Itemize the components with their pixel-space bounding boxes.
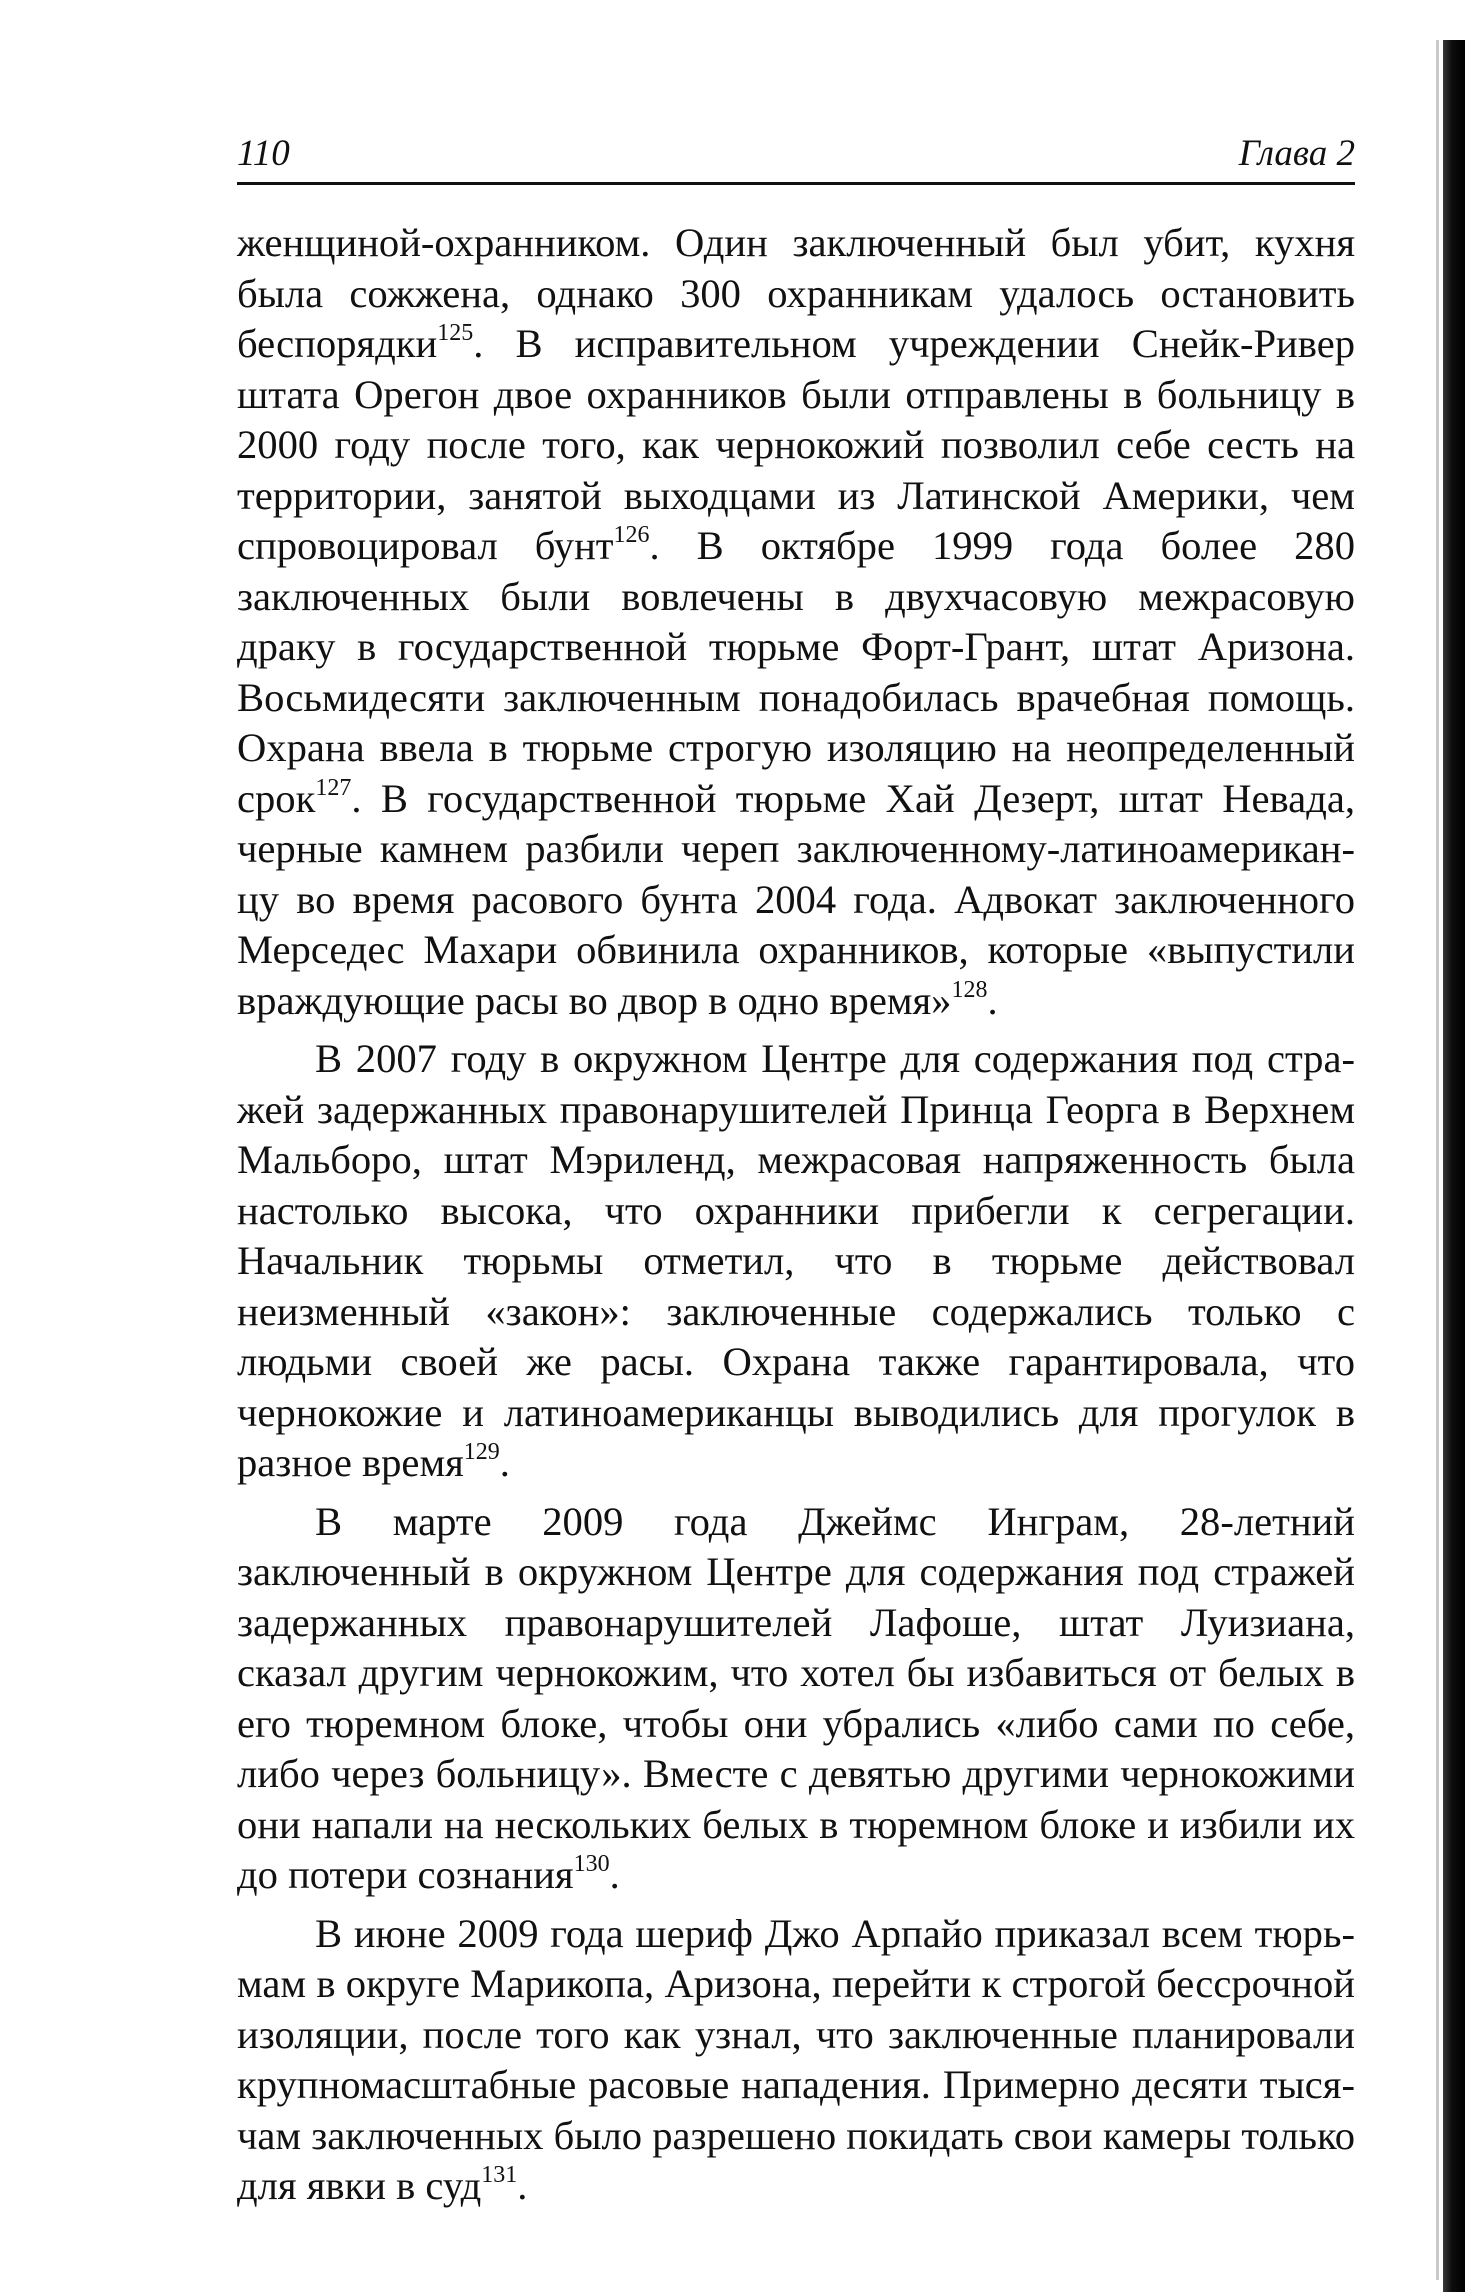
page-number: 110 <box>237 133 290 174</box>
footnote-ref-129: 129 <box>463 1439 500 1465</box>
paragraph-1 <box>237 218 1355 1026</box>
text-run: . <box>517 2163 528 2208</box>
text-run: женщиной-охранником. Один заключенный был убит, кухня была сожжена, однако 300 охранникам удалось остановить беспорядки <box>237 220 1355 366</box>
text-run: . <box>987 977 998 1023</box>
body-text <box>237 218 1355 2212</box>
footnote-ref-131: 131 <box>481 2162 518 2188</box>
footnote-ref-125: 125 <box>437 320 474 346</box>
text-run: . <box>609 1852 620 1897</box>
scan-dark-edge <box>1443 40 1465 2292</box>
chapter-title: Глава 2 <box>1238 133 1355 174</box>
text-run: . В государственной тюрьме Хай Дезерт, штат Невада, черные камнем разбили череп заключенному-латиноамериканцу во время расового бунта 2004 года. Адвокат заключенного Мерседес Махари обвинила охранников, которые «выпустили враждующие расы во двор в одно время» <box>237 775 1355 1023</box>
running-head <box>237 135 1355 185</box>
book-page <box>237 135 1355 2212</box>
text-run: В июне 2009 года шериф Джо Арпайо приказал всем тюрьмам в округе Марикопа, Аризона, перейти к строгой бессрочной изоляции, после того как узнал, что заключенные планировали крупномасштабные расовые нападения. Примерно десяти тысячам заключенных было разрешено покидать свои камеры только для явки в суд <box>237 1910 1355 2208</box>
paragraph-2 <box>237 1034 1355 1489</box>
text-run: В 2007 году в окружном Центре для содержания под стражей задержанных правонарушителей Принца Георга в Верхнем Мальборо, штат Мэриленд, межрасовая напряженность была настолько высока, что охранники прибегли к сегрегации. Начальник тюрьмы отметил, что в тюрьме действовал неизменный «закон»: заключенные содержались только с людьми своей же расы. Охрана также гарантировала, что чернокожие и латиноамериканцы выводились для прогулок в разное время <box>237 1036 1355 1485</box>
footnote-ref-126: 126 <box>613 522 650 548</box>
scan-light-edge <box>1436 40 1439 2280</box>
text-run: . <box>499 1440 510 1485</box>
text-run: В марте 2009 года Джеймс Инграм, 28-летний заключенный в окружном Центре для содержания под стражей задержанных правонарушителей Лафоше, штат Луизиана, сказал другим чернокожим, что хотел бы избавиться от белых в его тюремном блоке, чтобы они убрались «либо сами по себе, либо через больницу». Вместе с девятью другими чернокожими они напали на нескольких белых в тюремном блоке и избили их до потери сознания <box>237 1498 1355 1897</box>
footnote-ref-130: 130 <box>573 1851 610 1877</box>
text-run: . В исправительном учреждении Снейк-Ривер штата Орегон двое охранников были отправлены в больницу в 2000 году после того, как чернокожий позволил себе сесть на территории, занятой выходцами из Латинской Америки, чем спровоцировал бунт <box>237 321 1355 568</box>
paragraph-4 <box>237 1909 1355 2212</box>
footnote-ref-127: 127 <box>315 774 352 801</box>
paragraph-3 <box>237 1497 1355 1901</box>
text-run: . В октябре 1999 года более 280 заключенных были вовлечены в двухчасовую межрасовую драку в государственной тюрьме Форт-Грант, штат Аризона. Восьмидесяти заключенным понадобилась врачебная помощь. Охрана ввела в тюрьме строгую изоляцию на неопределенный срок <box>237 523 1355 821</box>
footnote-ref-128: 128 <box>951 976 988 1003</box>
